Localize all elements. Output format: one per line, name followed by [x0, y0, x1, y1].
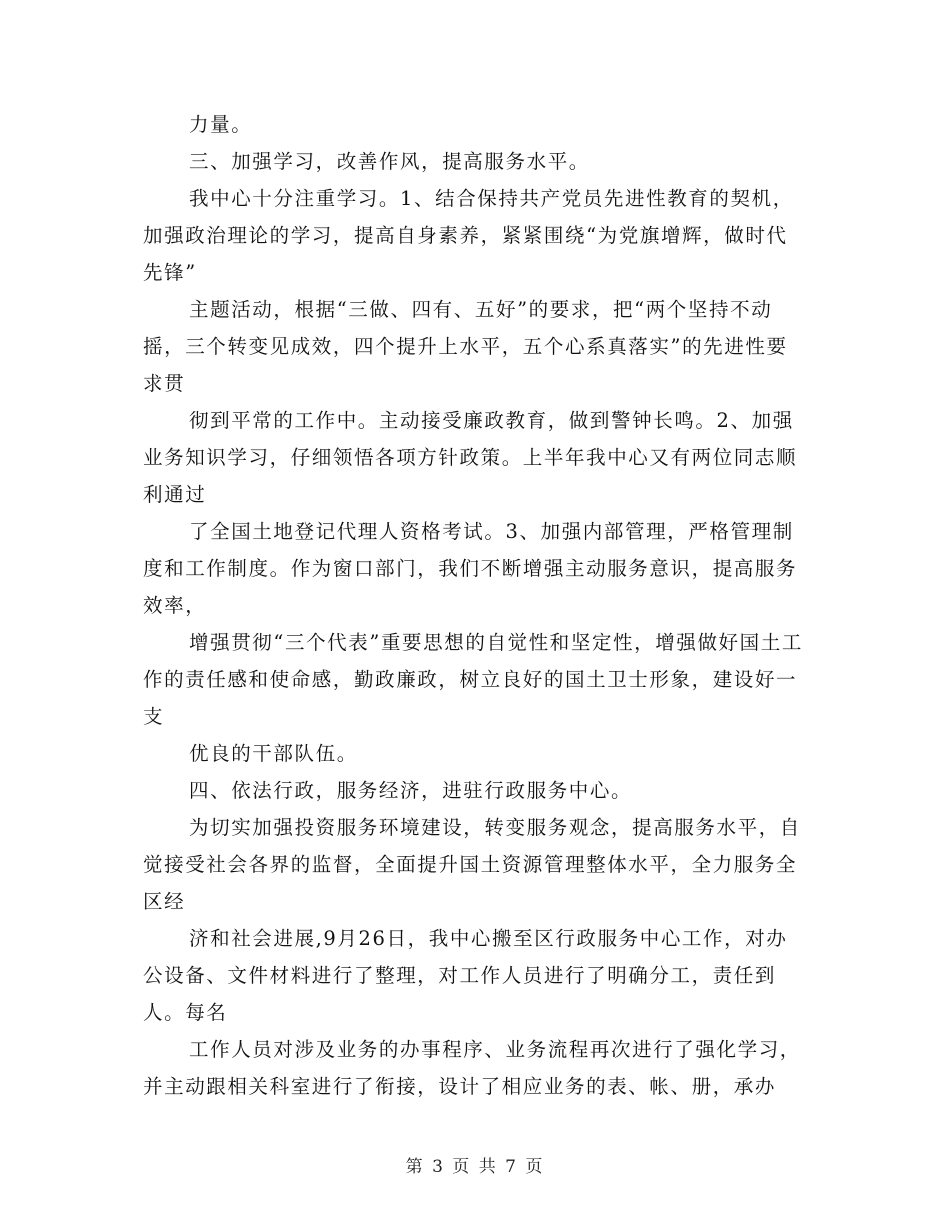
- paragraph-4: 主题活动，根据“三做、四有、五好”的要求，把“两个坚持不动摇，三个转变见成效，四个提升上水平，五个心系真落实”的先进性要求贯: [143, 298, 788, 395]
- paragraph-6: 了全国土地登记代理人资格考试。3、加强内部管理，严格管理制度和工作制度。作为窗口部门，我们不断增强主动服务意识，提高服务效率，: [143, 520, 798, 617]
- page-footer: [0, 1152, 950, 1177]
- paragraph-1: 力量。: [189, 113, 253, 136]
- paragraph-3: 我中心十分注重学习。1、结合保持共产党员先进性教育的契机，加强政治理论的学习，提高自身素养，紧紧围绕“为党旗增辉，做时代先锋”: [143, 187, 794, 284]
- paragraph-7: 增强贯彻“三个代表”重要思想的自觉性和坚定性，增强做好国土工作的责任感和使命感，勤政廉政，树立良好的国土卫士形象，建设好一支: [143, 631, 803, 728]
- page-number-label: 第 3 页 共 7 页: [405, 1157, 545, 1177]
- document-body: [143, 106, 808, 1105]
- paragraph-9: 四、依法行政，服务经济，进驻行政服务中心。: [189, 779, 633, 802]
- paragraph-8: 优良的干部队伍。: [189, 742, 358, 765]
- paragraph-2: 三、加强学习，改善作风，提高服务水平。: [189, 150, 590, 173]
- paragraph-10: 为切实加强投资服务环境建设，转变服务观念，提高服务水平，自觉接受社会各界的监督，全面提升国土资源管理整体水平，全力服务全区经: [143, 816, 801, 913]
- paragraph-5: 彻到平常的工作中。主动接受廉政教育，做到警钟长鸣。2、加强业务知识学习，仔细领悟各项方针政策。上半年我中心又有两位同志顺利通过: [143, 409, 798, 506]
- paragraph-11: 济和社会进展,9月26日，我中心搬至区行政服务中心工作，对办公设备、文件材料进行了整理，对工作人员进行了明确分工，责任到人。每名: [143, 927, 788, 1024]
- paragraph-12: 工作人员对涉及业务的办事程序、业务流程再次进行了强化学习，并主动跟相关科室进行了衔接，设计了相应业务的表、帐、册，承办: [143, 1038, 801, 1098]
